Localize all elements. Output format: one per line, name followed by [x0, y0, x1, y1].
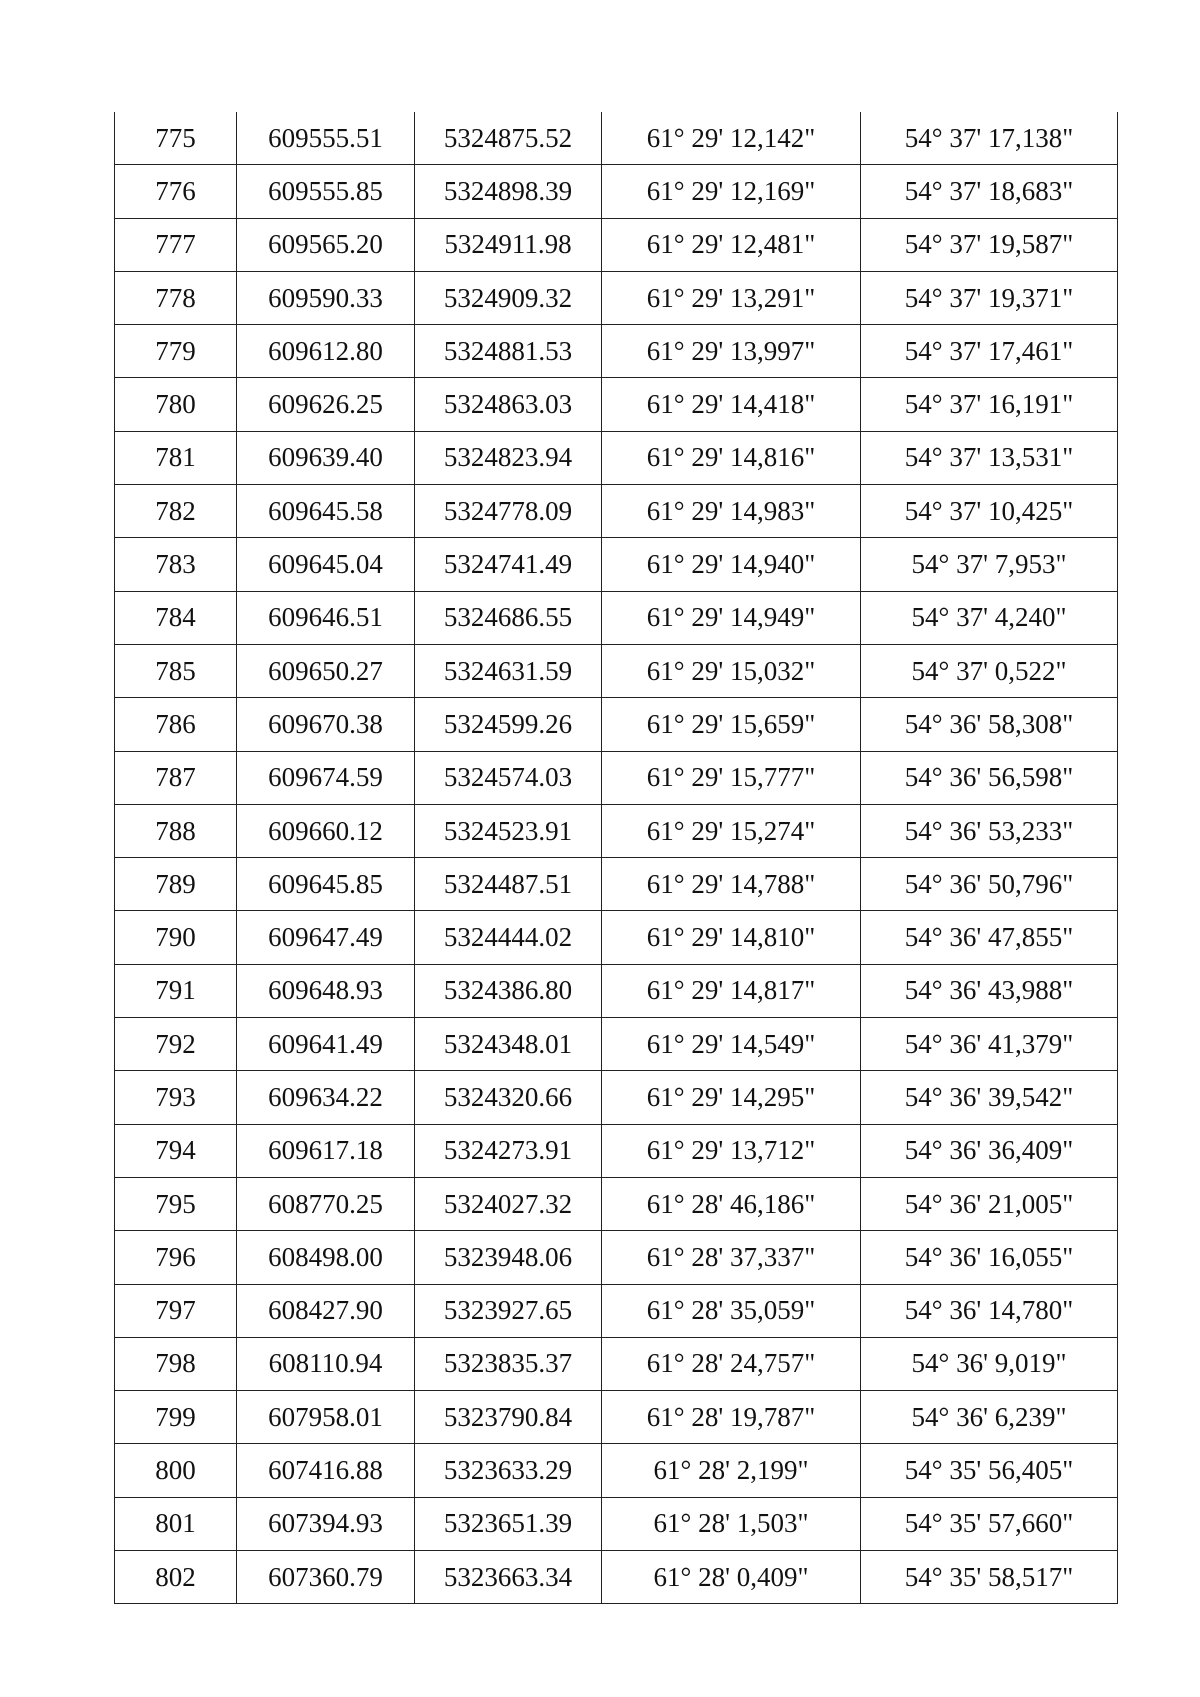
- point-number-cell: 788: [115, 804, 237, 857]
- y-coordinate-cell: 5324320.66: [415, 1071, 602, 1124]
- longitude-cell: 61° 29' 14,816": [602, 431, 861, 484]
- longitude-cell: 61° 29' 14,418": [602, 378, 861, 431]
- x-coordinate-cell: 608498.00: [237, 1231, 415, 1284]
- table-row: [115, 644, 1118, 697]
- latitude-cell: 54° 36' 41,379": [861, 1018, 1118, 1071]
- longitude-cell: 61° 29' 12,169": [602, 165, 861, 218]
- longitude-cell: 61° 29' 13,291": [602, 271, 861, 324]
- longitude-cell: 61° 29' 14,810": [602, 911, 861, 964]
- latitude-cell: 54° 37' 10,425": [861, 485, 1118, 538]
- latitude-cell: 54° 37' 19,371": [861, 271, 1118, 324]
- latitude-cell: 54° 37' 17,461": [861, 325, 1118, 378]
- table-row: [115, 911, 1118, 964]
- point-number-cell: 796: [115, 1231, 237, 1284]
- y-coordinate-cell: 5324778.09: [415, 485, 602, 538]
- longitude-cell: 61° 28' 35,059": [602, 1284, 861, 1337]
- y-coordinate-cell: 5324487.51: [415, 858, 602, 911]
- x-coordinate-cell: 607416.88: [237, 1444, 415, 1497]
- longitude-cell: 61° 28' 37,337": [602, 1231, 861, 1284]
- latitude-cell: 54° 36' 56,598": [861, 751, 1118, 804]
- latitude-cell: 54° 36' 58,308": [861, 698, 1118, 751]
- latitude-cell: 54° 36' 36,409": [861, 1124, 1118, 1177]
- table-row: [115, 1551, 1118, 1604]
- point-number-cell: 779: [115, 325, 237, 378]
- longitude-cell: 61° 29' 13,712": [602, 1124, 861, 1177]
- x-coordinate-cell: 609626.25: [237, 378, 415, 431]
- x-coordinate-cell: 608770.25: [237, 1177, 415, 1230]
- point-number-cell: 797: [115, 1284, 237, 1337]
- longitude-cell: 61° 29' 14,295": [602, 1071, 861, 1124]
- point-number-cell: 781: [115, 431, 237, 484]
- x-coordinate-cell: 608110.94: [237, 1337, 415, 1390]
- table-row: [115, 804, 1118, 857]
- latitude-cell: 54° 37' 13,531": [861, 431, 1118, 484]
- x-coordinate-cell: 609641.49: [237, 1018, 415, 1071]
- x-coordinate-cell: 609612.80: [237, 325, 415, 378]
- longitude-cell: 61° 29' 14,949": [602, 591, 861, 644]
- latitude-cell: 54° 36' 53,233": [861, 804, 1118, 857]
- x-coordinate-cell: 607394.93: [237, 1497, 415, 1550]
- table-row: [115, 1177, 1118, 1230]
- latitude-cell: 54° 35' 57,660": [861, 1497, 1118, 1550]
- longitude-cell: 61° 29' 15,659": [602, 698, 861, 751]
- x-coordinate-cell: 609670.38: [237, 698, 415, 751]
- latitude-cell: 54° 37' 7,953": [861, 538, 1118, 591]
- x-coordinate-cell: 609565.20: [237, 218, 415, 271]
- point-number-cell: 785: [115, 644, 237, 697]
- table-row: [115, 591, 1118, 644]
- y-coordinate-cell: 5324631.59: [415, 644, 602, 697]
- x-coordinate-cell: 609660.12: [237, 804, 415, 857]
- point-number-cell: 778: [115, 271, 237, 324]
- x-coordinate-cell: 609648.93: [237, 964, 415, 1017]
- longitude-cell: 61° 29' 13,997": [602, 325, 861, 378]
- table-row: [115, 1444, 1118, 1497]
- point-number-cell: 799: [115, 1391, 237, 1444]
- y-coordinate-cell: 5323663.34: [415, 1551, 602, 1604]
- coordinates-table-body: [115, 112, 1118, 1604]
- latitude-cell: 54° 36' 6,239": [861, 1391, 1118, 1444]
- point-number-cell: 793: [115, 1071, 237, 1124]
- y-coordinate-cell: 5324348.01: [415, 1018, 602, 1071]
- table-row: [115, 271, 1118, 324]
- longitude-cell: 61° 28' 24,757": [602, 1337, 861, 1390]
- table-row: [115, 431, 1118, 484]
- table-row: [115, 218, 1118, 271]
- point-number-cell: 790: [115, 911, 237, 964]
- table-row: [115, 485, 1118, 538]
- y-coordinate-cell: 5324273.91: [415, 1124, 602, 1177]
- table-row: [115, 325, 1118, 378]
- point-number-cell: 792: [115, 1018, 237, 1071]
- y-coordinate-cell: 5324444.02: [415, 911, 602, 964]
- table-row: [115, 858, 1118, 911]
- y-coordinate-cell: 5323835.37: [415, 1337, 602, 1390]
- latitude-cell: 54° 37' 17,138": [861, 112, 1118, 165]
- x-coordinate-cell: 609555.51: [237, 112, 415, 165]
- point-number-cell: 789: [115, 858, 237, 911]
- longitude-cell: 61° 29' 14,549": [602, 1018, 861, 1071]
- point-number-cell: 802: [115, 1551, 237, 1604]
- x-coordinate-cell: 609674.59: [237, 751, 415, 804]
- latitude-cell: 54° 36' 9,019": [861, 1337, 1118, 1390]
- x-coordinate-cell: 609617.18: [237, 1124, 415, 1177]
- x-coordinate-cell: 609645.04: [237, 538, 415, 591]
- y-coordinate-cell: 5323633.29: [415, 1444, 602, 1497]
- table-row: [115, 698, 1118, 751]
- table-row: [115, 1497, 1118, 1550]
- latitude-cell: 54° 36' 50,796": [861, 858, 1118, 911]
- y-coordinate-cell: 5324881.53: [415, 325, 602, 378]
- table-row: [115, 1337, 1118, 1390]
- latitude-cell: 54° 36' 16,055": [861, 1231, 1118, 1284]
- longitude-cell: 61° 29' 12,481": [602, 218, 861, 271]
- latitude-cell: 54° 36' 39,542": [861, 1071, 1118, 1124]
- point-number-cell: 795: [115, 1177, 237, 1230]
- x-coordinate-cell: 609555.85: [237, 165, 415, 218]
- table-row: [115, 538, 1118, 591]
- longitude-cell: 61° 29' 14,983": [602, 485, 861, 538]
- longitude-cell: 61° 29' 12,142": [602, 112, 861, 165]
- y-coordinate-cell: 5323948.06: [415, 1231, 602, 1284]
- longitude-cell: 61° 29' 15,032": [602, 644, 861, 697]
- point-number-cell: 791: [115, 964, 237, 1017]
- longitude-cell: 61° 29' 14,817": [602, 964, 861, 1017]
- x-coordinate-cell: 609645.85: [237, 858, 415, 911]
- x-coordinate-cell: 609650.27: [237, 644, 415, 697]
- latitude-cell: 54° 37' 18,683": [861, 165, 1118, 218]
- y-coordinate-cell: 5324909.32: [415, 271, 602, 324]
- point-number-cell: 798: [115, 1337, 237, 1390]
- longitude-cell: 61° 29' 14,788": [602, 858, 861, 911]
- y-coordinate-cell: 5323651.39: [415, 1497, 602, 1550]
- x-coordinate-cell: 609645.58: [237, 485, 415, 538]
- table-row: [115, 751, 1118, 804]
- point-number-cell: 777: [115, 218, 237, 271]
- longitude-cell: 61° 28' 2,199": [602, 1444, 861, 1497]
- point-number-cell: 775: [115, 112, 237, 165]
- x-coordinate-cell: 607360.79: [237, 1551, 415, 1604]
- latitude-cell: 54° 35' 58,517": [861, 1551, 1118, 1604]
- y-coordinate-cell: 5324911.98: [415, 218, 602, 271]
- point-number-cell: 800: [115, 1444, 237, 1497]
- point-number-cell: 786: [115, 698, 237, 751]
- table-row: [115, 1018, 1118, 1071]
- y-coordinate-cell: 5324599.26: [415, 698, 602, 751]
- latitude-cell: 54° 36' 47,855": [861, 911, 1118, 964]
- latitude-cell: 54° 36' 43,988": [861, 964, 1118, 1017]
- x-coordinate-cell: 609647.49: [237, 911, 415, 964]
- latitude-cell: 54° 37' 4,240": [861, 591, 1118, 644]
- table-row: [115, 1284, 1118, 1337]
- y-coordinate-cell: 5324386.80: [415, 964, 602, 1017]
- y-coordinate-cell: 5324523.91: [415, 804, 602, 857]
- table-row: [115, 1124, 1118, 1177]
- latitude-cell: 54° 37' 19,587": [861, 218, 1118, 271]
- longitude-cell: 61° 29' 15,777": [602, 751, 861, 804]
- longitude-cell: 61° 28' 0,409": [602, 1551, 861, 1604]
- latitude-cell: 54° 37' 16,191": [861, 378, 1118, 431]
- latitude-cell: 54° 36' 21,005": [861, 1177, 1118, 1230]
- table-row: [115, 112, 1118, 165]
- table-row: [115, 1231, 1118, 1284]
- x-coordinate-cell: 609639.40: [237, 431, 415, 484]
- longitude-cell: 61° 28' 19,787": [602, 1391, 861, 1444]
- point-number-cell: 784: [115, 591, 237, 644]
- longitude-cell: 61° 28' 1,503": [602, 1497, 861, 1550]
- y-coordinate-cell: 5323927.65: [415, 1284, 602, 1337]
- table-row: [115, 165, 1118, 218]
- x-coordinate-cell: 609590.33: [237, 271, 415, 324]
- point-number-cell: 780: [115, 378, 237, 431]
- longitude-cell: 61° 29' 14,940": [602, 538, 861, 591]
- table-row: [115, 378, 1118, 431]
- table-row: [115, 1071, 1118, 1124]
- point-number-cell: 794: [115, 1124, 237, 1177]
- y-coordinate-cell: 5324823.94: [415, 431, 602, 484]
- point-number-cell: 783: [115, 538, 237, 591]
- y-coordinate-cell: 5324898.39: [415, 165, 602, 218]
- x-coordinate-cell: 607958.01: [237, 1391, 415, 1444]
- x-coordinate-cell: 608427.90: [237, 1284, 415, 1337]
- latitude-cell: 54° 36' 14,780": [861, 1284, 1118, 1337]
- x-coordinate-cell: 609634.22: [237, 1071, 415, 1124]
- latitude-cell: 54° 37' 0,522": [861, 644, 1118, 697]
- longitude-cell: 61° 28' 46,186": [602, 1177, 861, 1230]
- coordinates-table: [114, 112, 1118, 1604]
- y-coordinate-cell: 5324027.32: [415, 1177, 602, 1230]
- point-number-cell: 787: [115, 751, 237, 804]
- y-coordinate-cell: 5323790.84: [415, 1391, 602, 1444]
- latitude-cell: 54° 35' 56,405": [861, 1444, 1118, 1497]
- table-row: [115, 964, 1118, 1017]
- y-coordinate-cell: 5324741.49: [415, 538, 602, 591]
- x-coordinate-cell: 609646.51: [237, 591, 415, 644]
- longitude-cell: 61° 29' 15,274": [602, 804, 861, 857]
- point-number-cell: 801: [115, 1497, 237, 1550]
- point-number-cell: 782: [115, 485, 237, 538]
- table-row: [115, 1391, 1118, 1444]
- y-coordinate-cell: 5324686.55: [415, 591, 602, 644]
- y-coordinate-cell: 5324875.52: [415, 112, 602, 165]
- y-coordinate-cell: 5324863.03: [415, 378, 602, 431]
- y-coordinate-cell: 5324574.03: [415, 751, 602, 804]
- point-number-cell: 776: [115, 165, 237, 218]
